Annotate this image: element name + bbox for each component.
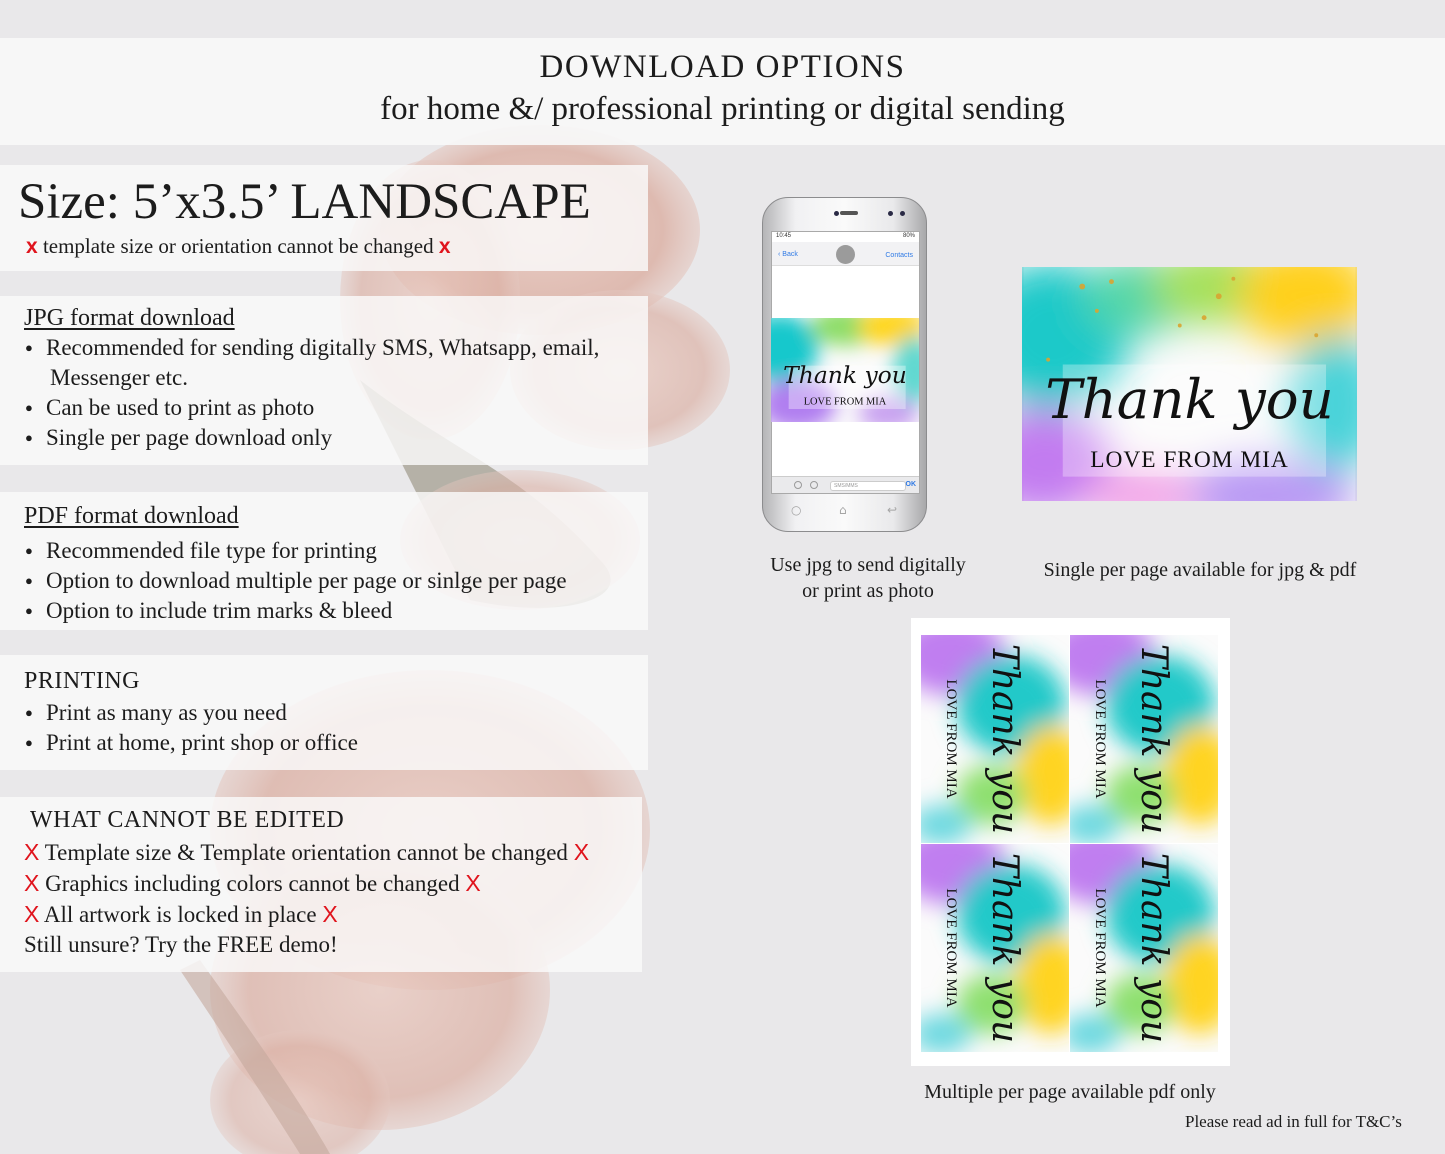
phone-message-bar <box>772 476 919 494</box>
sheet-card <box>1070 844 1218 1052</box>
phone-caption: Use jpg to send digitally or print as photo <box>770 554 966 602</box>
contacts-link: Contacts <box>885 252 913 259</box>
return-key-icon: ↩ <box>887 503 898 517</box>
sheet-card <box>921 635 1069 843</box>
phone-nav-bar <box>772 242 919 266</box>
list-item: X All artwork is locked in place X <box>24 901 338 927</box>
list-item: ● Print at home, print shop or office <box>24 728 358 758</box>
card-sub-text: LOVE FROM MIA <box>803 396 887 408</box>
list-item: ● Recommended file type for printing <box>24 536 567 566</box>
cannot-edit-panel <box>0 797 642 972</box>
list-item: ● Can be used to print as photo <box>24 393 599 423</box>
card-sub-text: LOVE FROM MIA <box>1092 679 1108 799</box>
header-banner <box>0 38 1445 145</box>
list-item: ● Option to include trim marks & bleed <box>24 596 567 626</box>
thank-you-card-art <box>1070 844 1218 1052</box>
x-mark-icon: X <box>24 901 40 927</box>
phone-sensor-dot <box>900 211 905 216</box>
multi-per-page-sheet <box>911 618 1230 1066</box>
card-script-text: Thank you <box>1133 852 1174 1044</box>
pdf-panel <box>0 492 648 630</box>
back-key-icon: ○ <box>791 503 802 517</box>
camera-icon <box>840 211 858 215</box>
x-mark-icon: x <box>26 235 38 258</box>
phone-card-preview <box>771 318 919 422</box>
x-mark-icon: X <box>465 870 481 896</box>
single-card-preview <box>1022 267 1357 501</box>
x-mark-icon: x <box>438 235 451 258</box>
terms-footnote: Please read ad in full for T&C’s <box>1185 1112 1402 1131</box>
single-caption: Single per page available for jpg & pdf <box>1043 559 1357 581</box>
x-mark-icon: X <box>322 901 338 927</box>
list-item: ● Single per page download only <box>24 423 599 453</box>
message-input: SMS/MMS <box>830 481 906 491</box>
camera-icon <box>810 481 818 489</box>
card-script-text: Thank you <box>783 361 907 389</box>
thank-you-card-art <box>921 635 1069 843</box>
list-item: ● Recommended for sending digitally SMS, Whatsapp, email, <box>24 333 599 363</box>
demo-line: Still unsure? Try the FREE demo! <box>24 932 338 957</box>
sheet-card <box>921 844 1069 1052</box>
x-mark-icon: X <box>573 839 590 865</box>
pdf-heading: PDF format download <box>24 503 239 529</box>
card-script-text: Thank you <box>984 643 1025 835</box>
jpg-heading: JPG format download <box>24 305 235 331</box>
thank-you-card-art <box>1070 635 1218 843</box>
list-item: ● Print as many as you need <box>24 698 358 728</box>
card-sub-text: LOVE FROM MIA <box>943 679 959 799</box>
printing-bullet-list <box>24 698 358 758</box>
page-title: DOWNLOAD OPTIONS <box>539 49 906 85</box>
x-mark-icon: X <box>24 839 40 865</box>
cannot-edit-heading: WHAT CANNOT BE EDITED <box>30 807 345 833</box>
list-item: X Graphics including colors cannot be changed X <box>24 870 481 896</box>
status-time: 10:45 <box>776 233 792 239</box>
jpg-panel <box>0 296 648 465</box>
emoji-icon <box>794 481 802 489</box>
home-key-icon: ⌂ <box>839 503 847 517</box>
jpg-bullet-list <box>24 333 599 453</box>
card-script-text: Thank you <box>1133 643 1174 835</box>
phone-status-bar <box>772 232 919 242</box>
phone-sensor-dot <box>888 211 893 216</box>
x-mark-icon: X <box>24 870 40 896</box>
list-item: ● Option to download multiple per page or sinlge per page <box>24 566 567 596</box>
status-battery: 80% <box>902 233 915 239</box>
size-panel <box>0 165 648 271</box>
printing-heading: PRINTING <box>24 668 140 694</box>
size-note <box>26 234 451 259</box>
pdf-bullet-list <box>24 536 567 626</box>
back-link: ‹ Back <box>778 251 798 258</box>
cannot-edit-list <box>24 837 589 960</box>
card-sub-text: LOVE FROM MIA <box>1090 446 1289 473</box>
size-title: Size: 5’x3.5’ LANDSCAPE <box>18 174 591 230</box>
avatar-icon <box>836 245 855 264</box>
card-script-text: Thank you <box>1045 367 1334 432</box>
page-subtitle: for home &/ professional printing or digital sending <box>380 91 1065 127</box>
card-script-text: Thank you <box>984 852 1025 1044</box>
printing-panel <box>0 655 648 770</box>
sheet-card <box>1070 635 1218 843</box>
thank-you-card-art <box>771 318 919 422</box>
phone-hardware-keys <box>763 503 926 523</box>
size-note-text: template size or orientation cannot be changed <box>42 234 434 258</box>
card-sub-text: LOVE FROM MIA <box>943 888 959 1008</box>
list-item: Messenger etc. <box>50 365 188 390</box>
card-sub-text: LOVE FROM MIA <box>1092 888 1108 1008</box>
thank-you-card-art <box>921 844 1069 1052</box>
list-item: X Template size & Template orientation cannot be changed X <box>24 839 590 865</box>
thank-you-card-art <box>1022 267 1357 501</box>
send-button: OK <box>905 481 916 488</box>
phone-sensor-dot <box>834 211 839 216</box>
multiple-caption: Multiple per page available pdf only <box>924 1081 1216 1103</box>
